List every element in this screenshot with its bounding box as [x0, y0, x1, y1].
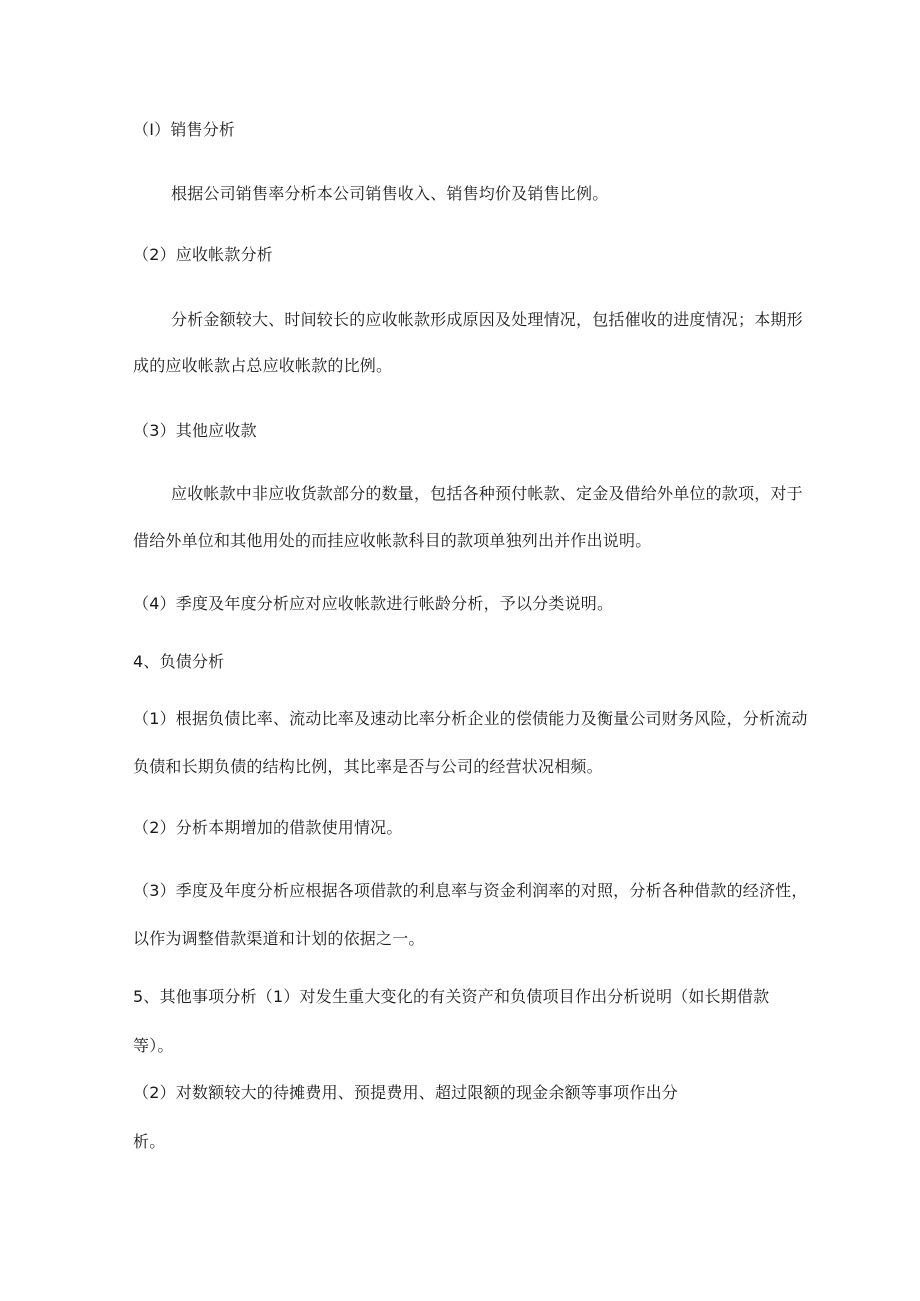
paragraph-aging-analysis: （4）季度及年度分析应对应收帐款进行帐龄分析，予以分类说明。	[133, 594, 614, 613]
paragraph-other-matters-line2: 等）。	[133, 1036, 174, 1055]
paragraph-liability-2: （2）分析本期增加的借款使用情况。	[133, 818, 403, 837]
paragraph-other-receivables-line1: 应收帐款中非应收货款部分的数量，包括各种预付帐款、定金及借给外单位的款项，对于	[171, 484, 803, 503]
heading-other-receivables: （3）其他应收款	[133, 421, 257, 440]
paragraph-liability-3-line1: （3）季度及年度分析应根据各项借款的利息率与资金利润率的对照，分析各种借款的经济性，	[133, 881, 808, 900]
paragraph-liability-1-line2: 负债和长期负债的结构比例，其比率是否与公司的经营状况相频。	[133, 757, 603, 776]
paragraph-other-matters-line1: 5、其他事项分析（1）对发生重大变化的有关资产和负债项目作出分析说明（如长期借款	[133, 987, 770, 1006]
paragraph-liability-3-line2: 以作为调整借款渠道和计划的依据之一。	[133, 929, 425, 948]
heading-receivables-analysis: （2）应收帐款分析	[133, 245, 273, 264]
paragraph-liability-1-line1: （1）根据负债比率、流动比率及速动比率分析企业的偿债能力及衡量公司财务风险，分析流动	[133, 709, 808, 728]
paragraph-receivables-line2: 成的应收帐款占总应收帐款的比例。	[133, 356, 393, 375]
paragraph-receivables-line1: 分析金额较大、时间较长的应收帐款形成原因及处理情况，包括催收的进度情况；本期形	[171, 310, 803, 329]
heading-sales-analysis: （I）销售分析	[133, 120, 236, 139]
paragraph-other-matters-2-line1: （2）对数额较大的待摊费用、预提费用、超过限额的现金余额等事项作出分	[133, 1083, 678, 1102]
paragraph-other-matters-2-line2: 析。	[133, 1132, 166, 1151]
heading-liability-analysis: 4、负债分析	[133, 652, 225, 671]
paragraph-sales-analysis: 根据公司销售率分析本公司销售收入、销售均价及销售比例。	[171, 184, 609, 203]
paragraph-other-receivables-line2: 借给外单位和其他用处的而挂应收帐款科目的款项单独列出并作出说明。	[133, 531, 652, 550]
